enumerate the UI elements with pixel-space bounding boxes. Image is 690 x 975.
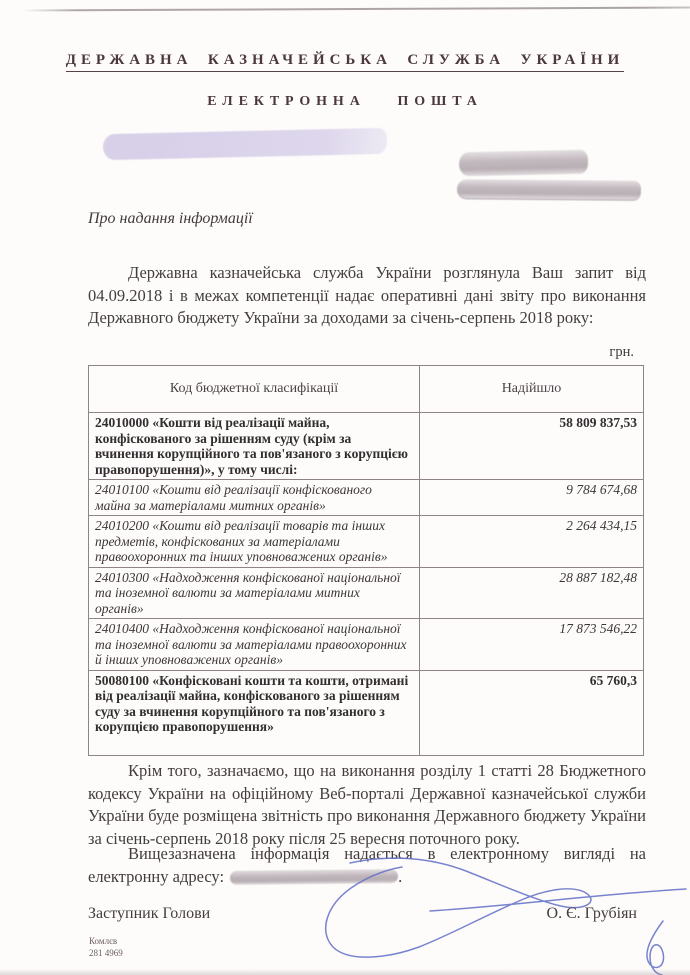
scan-artifact-bottom-edge — [0, 969, 690, 975]
redaction-mark-addressee-1 — [459, 150, 588, 177]
email-address-label: електронну адресу: — [88, 867, 225, 886]
page-title-text: ДЕРЖАВНА КАЗНАЧЕЙСЬКА СЛУЖБА УКРАЇНИ — [66, 52, 625, 72]
body-paragraph-1-text: Державна казначейська служба України розглянула Ваш запит від 04.09.2018 і в межах компетенції надає оперативні дані звіту про виконання Державного бюджету України за доходами за січень-серпень 2018 року: — [88, 263, 646, 327]
column-header-code: Код бюджетної класифікації — [89, 366, 420, 413]
signer-job-title: Заступник Голови — [88, 905, 211, 922]
signature-flourish — [647, 921, 664, 975]
budget-code-cell: 24010400 «Надходження конфіскованої національної та іноземної валюти за матеріалами правоохоронних й інших уповноважених органів» — [89, 619, 420, 671]
signature-block — [88, 905, 637, 923]
scan-artifact-top-line — [22, 7, 690, 12]
table-row — [89, 567, 644, 619]
subject-line: Про надання інформації — [88, 210, 253, 227]
redaction-mark-addressee-2 — [457, 179, 641, 200]
budget-code-cell: 24010100 «Кошти від реалізації конфіскованого майна за матеріалами митних органів» — [89, 480, 420, 516]
budget-code-cell: 24010000 «Кошти від реалізації майна, конфіскованого за рішенням суду (крім за вчинення корупційного та пов'язаного з корупцією правопорушення)», у тому числі: — [89, 413, 420, 480]
redaction-mark-email-address — [230, 869, 398, 885]
budget-code-cell: 24010200 «Кошти від реалізації товарів та інших предметів, конфіскованих за матеріалами правоохоронних та інших уповноважених органів» — [89, 516, 420, 568]
table-row — [89, 619, 644, 671]
page-subtitle: ЕЛЕКТРОННА ПОШТА — [207, 94, 483, 109]
body-paragraph-2-text: Крім того, зазначаємо, що на виконання розділу 1 статті 28 Бюджетного кодексу України на офіційному Веб-порталі Державної казначейської служби України буде розміщена звітність про виконання Державного бюджету України за січень-серпень 2018 року після 25 вересня поточного року. — [88, 761, 646, 848]
amount-cell: 28 887 182,48 — [420, 567, 644, 619]
executor-contact-note — [89, 936, 123, 959]
currency-unit-label: грн. — [609, 344, 634, 360]
body-paragraph-3-line1: Вищезазначена інформація надається в електронному вигляді на — [128, 844, 646, 863]
amount-cell: 17 873 546,22 — [420, 619, 644, 671]
table-header-row — [89, 366, 644, 413]
amount-cell: 2 264 434,15 — [420, 516, 644, 568]
budget-code-cell: 50080100 «Конфісковані кошти та кошти, отримані від реалізації майна, конфіскованого за рішенням суду за вчинення корупційного та пов'язаного з корупцією правопорушення» — [89, 670, 420, 755]
body-paragraph-3-line2 — [88, 866, 402, 889]
executor-name: Комлєв — [89, 936, 118, 946]
budget-code-cell: 24010300 «Надходження конфіскованої національної та іноземної валюти за матеріалами митних органів» — [89, 567, 420, 619]
sentence-period: . — [398, 867, 403, 886]
page-title — [0, 52, 690, 69]
column-header-received: Надійшло — [420, 366, 644, 413]
redaction-mark-reference-number — [103, 128, 388, 160]
table-row — [89, 670, 644, 755]
table-row — [89, 480, 644, 516]
table-row — [89, 413, 644, 480]
amount-cell: 9 784 674,68 — [420, 480, 644, 516]
amount-cell: 65 760,3 — [420, 670, 644, 755]
body-paragraph-1 — [88, 262, 646, 330]
amount-cell: 58 809 837,53 — [420, 413, 644, 480]
signer-name: О. Є. Грубіян — [546, 905, 637, 922]
executor-phone: 281 4969 — [89, 947, 123, 958]
budget-revenue-table — [88, 365, 644, 756]
body-paragraph-2 — [88, 760, 646, 850]
table-row — [89, 516, 644, 568]
